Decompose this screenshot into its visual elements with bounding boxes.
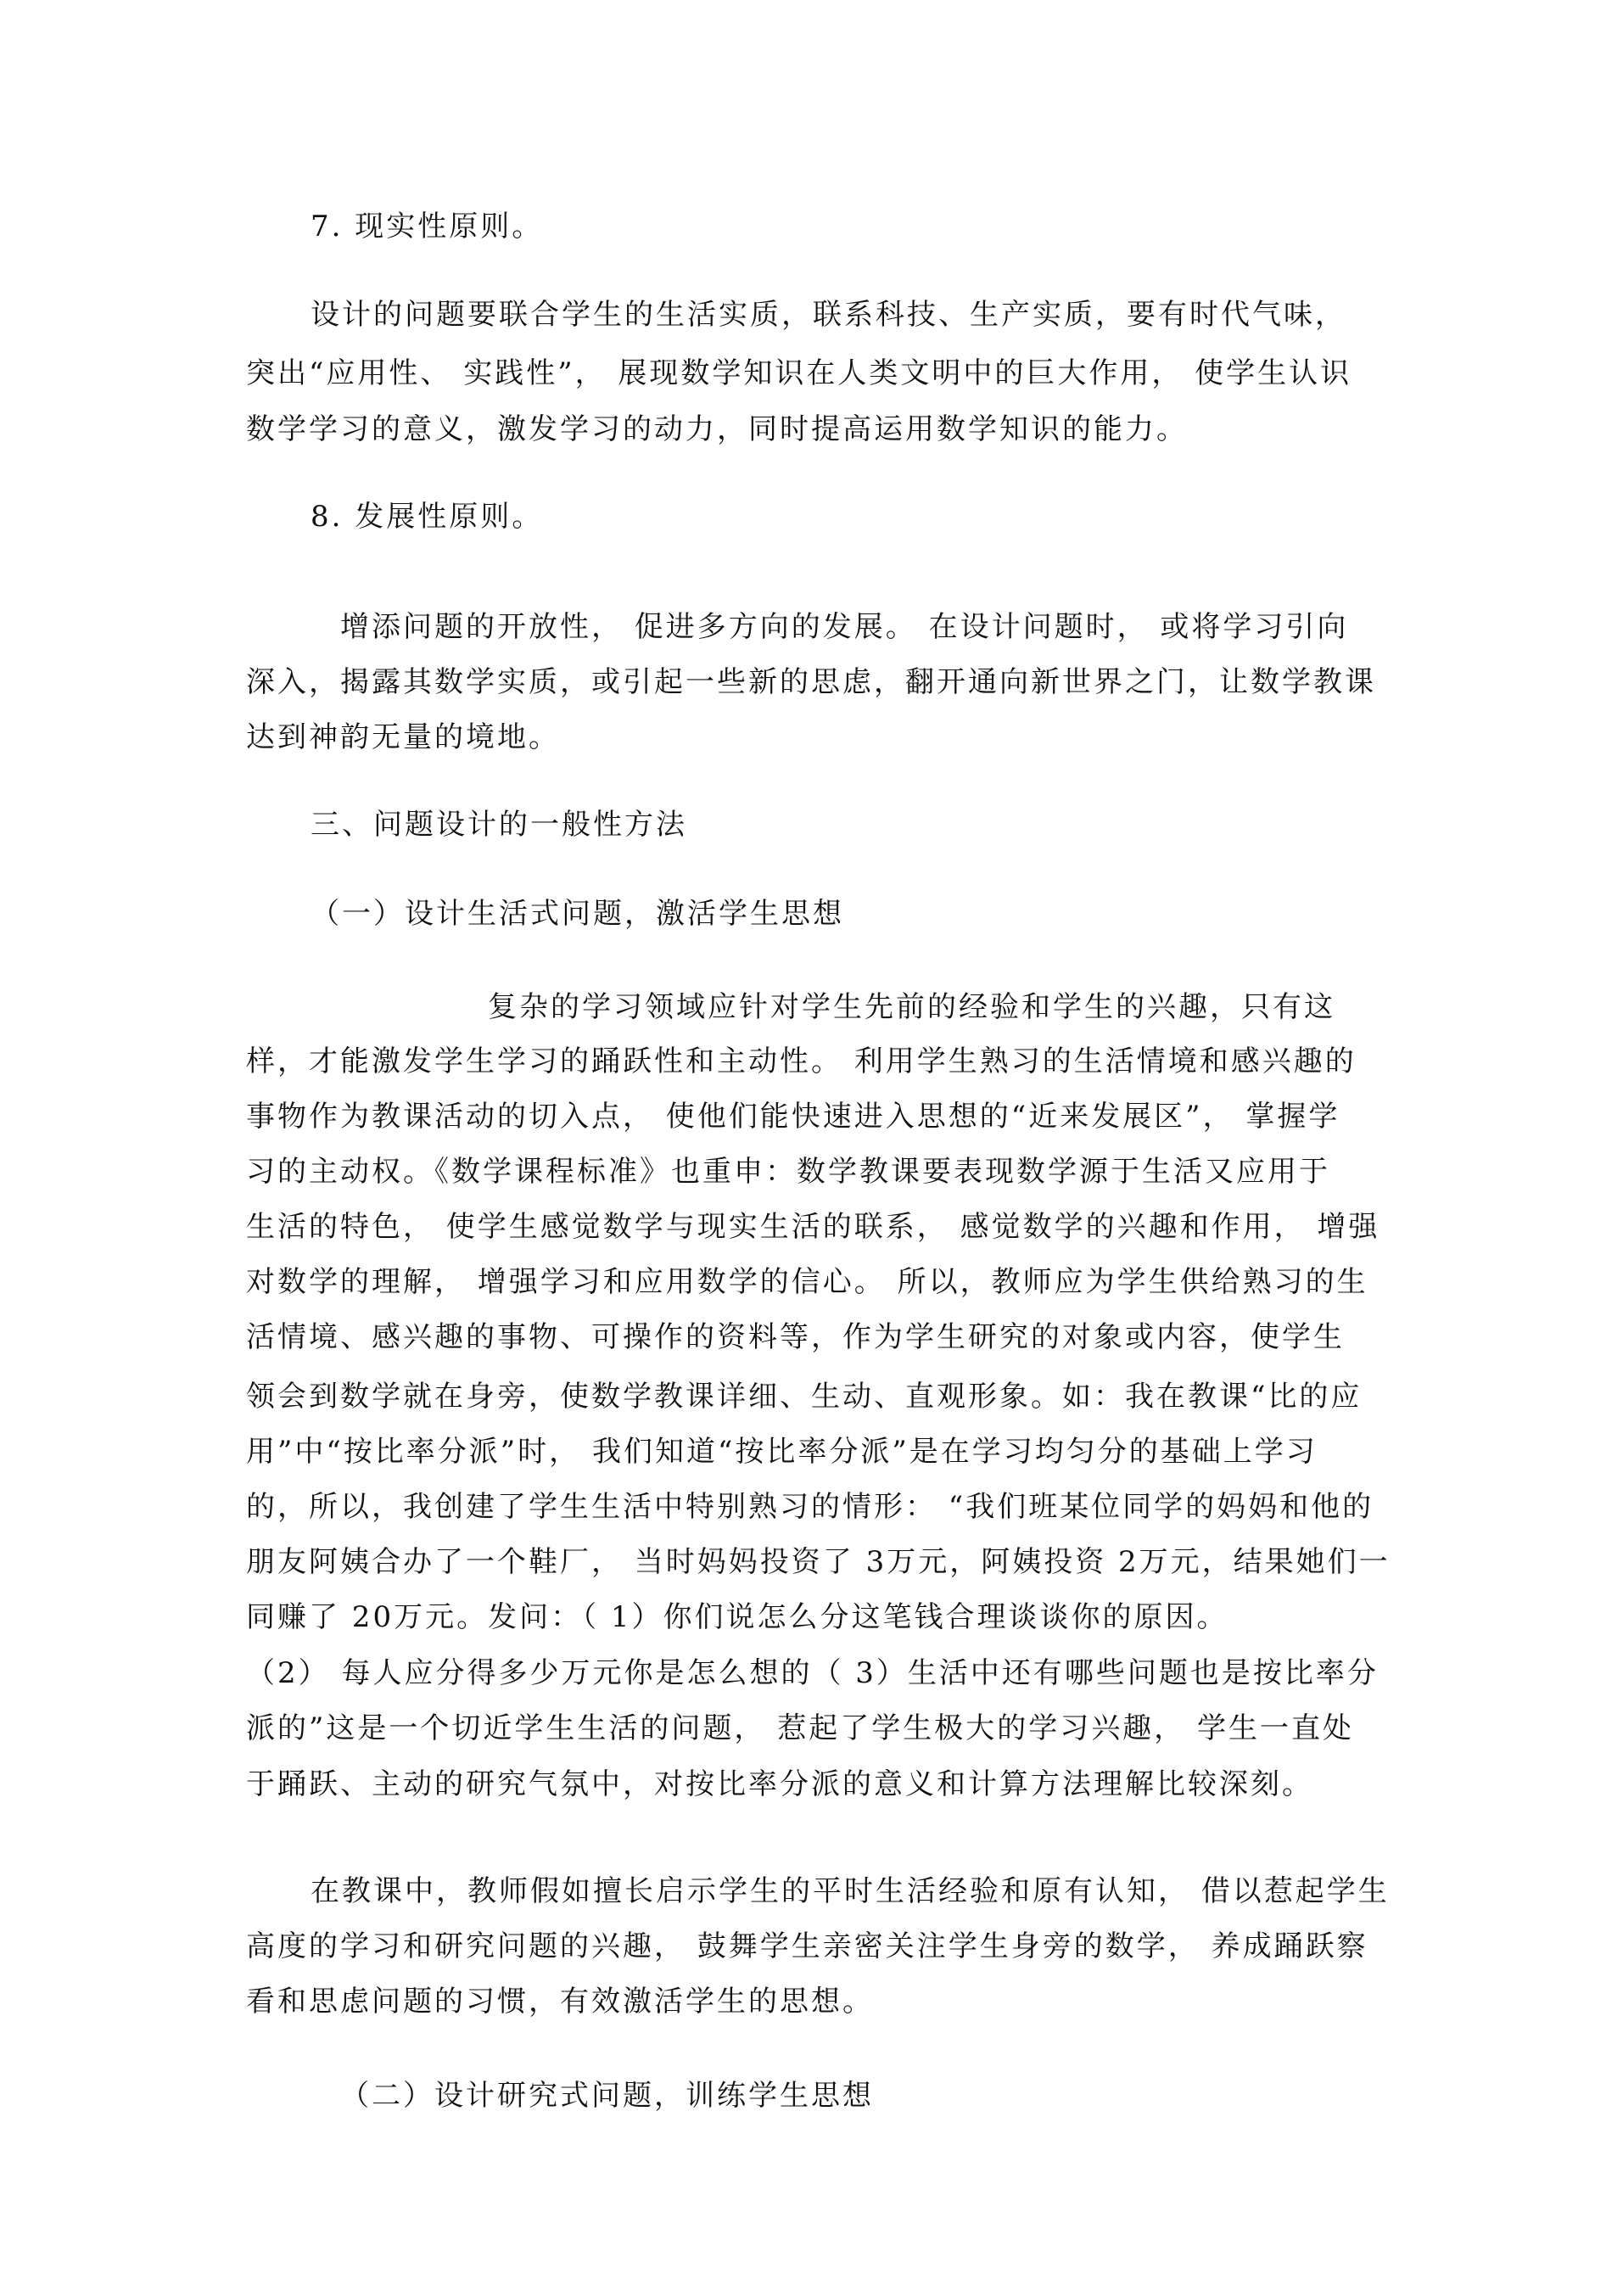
paragraph-line: 同赚了 20万元。发问：（ 1）你们说怎么分这笔钱合理谈谈你的原因。 <box>246 1600 1228 1634</box>
paragraph-line: 在教课中，教师假如擅长启示学生的平时生活经验和原有认知， 借以惹起学生 <box>311 1874 1390 1908</box>
paragraph-line: 复杂的学习领域应针对学生先前的经验和学生的兴趣，只有这 <box>488 990 1335 1024</box>
section-heading-3: 三、问题设计的一般性方法 <box>311 808 687 842</box>
heading-principle-8: 8. 发展性原则。 <box>311 500 544 534</box>
paragraph-line: 达到神韵无量的境地。 <box>246 720 560 754</box>
paragraph-line: 于踊跃、主动的研究气氛中，对按比率分派的意义和计算方法理解比较深刻。 <box>246 1767 1313 1801</box>
paragraph-line: 深入，揭露其数学实质，或引起一些新的思虑，翻开通向新世界之门，让数学教课 <box>246 665 1376 699</box>
paragraph-line: 事物作为教课活动的切入点， 使他们能快速进入思想的“近来发展区”， 掌握学 <box>246 1100 1340 1134</box>
paragraph-line: 对数学的理解， 增强学习和应用数学的信心。 所以，教师应为学生供给熟习的生 <box>246 1265 1368 1299</box>
paragraph-line: 突出“应用性、 实践性”， 展现数学知识在人类文明中的巨大作用， 使学生认识 <box>246 356 1352 390</box>
paragraph-line: （2） 每人应分得多少万元你是怎么想的（ 3）生活中还有哪些问题也是按比率分 <box>246 1656 1379 1690</box>
paragraph-line: 设计的问题要联合学生的生活实质，联系科技、生产实质，要有时代气味， <box>311 298 1346 332</box>
subsection-heading-2: （二）设计研究式问题，训练学生思想 <box>340 2079 874 2113</box>
paragraph-line: 样，才能激发学生学习的踊跃性和主动性。 利用学生熟习的生活情境和感兴趣的 <box>246 1044 1357 1078</box>
paragraph-line: 活情境、感兴趣的事物、可操作的资料等，作为学生研究的对象或内容，使学生 <box>246 1320 1345 1354</box>
subsection-heading-1: （一）设计生活式问题，激活学生思想 <box>311 897 844 931</box>
paragraph-line: 数学学习的意义，激发学习的动力，同时提高运用数学知识的能力。 <box>246 412 1188 446</box>
paragraph-line: 增添问题的开放性， 促进多方向的发展。 在设计问题时， 或将学习引向 <box>340 610 1349 644</box>
heading-principle-7: 7. 现实性原则。 <box>311 210 544 244</box>
paragraph-line: 领会到数学就在身旁，使数学教课详细、生动、直观形象。如：我在教课“比的应 <box>246 1380 1363 1414</box>
paragraph-line: 高度的学习和研究问题的兴趣， 鼓舞学生亲密关注学生身旁的数学， 养成踊跃察 <box>246 1929 1368 1963</box>
paragraph-line: 生活的特色， 使学生感觉数学与现实生活的联系， 感觉数学的兴趣和作用， 增强 <box>246 1210 1380 1244</box>
paragraph-line: 习的主动权。《数学课程标准》也重申：数学教课要表现数学源于生活又应用于 <box>246 1155 1330 1189</box>
paragraph-line: 看和思虑问题的习惯，有效激活学生的思想。 <box>246 1985 874 2019</box>
paragraph-line: 朋友阿姨合办了一个鞋厂， 当时妈妈投资了 3万元，阿姨投资 2万元，结果她们一 <box>246 1545 1391 1579</box>
paragraph-line: 的，所以，我创建了学生生活中特别熟习的情形： “我们班某位同学的妈妈和他的 <box>246 1490 1374 1524</box>
paragraph-line: 用”中“按比率分派”时， 我们知道“按比率分派”是在学习均匀分的基础上学习 <box>246 1435 1318 1469</box>
paragraph-line: 派的”这是一个切近学生生活的问题， 惹起了学生极大的学习兴趣， 学生一直处 <box>246 1711 1354 1745</box>
